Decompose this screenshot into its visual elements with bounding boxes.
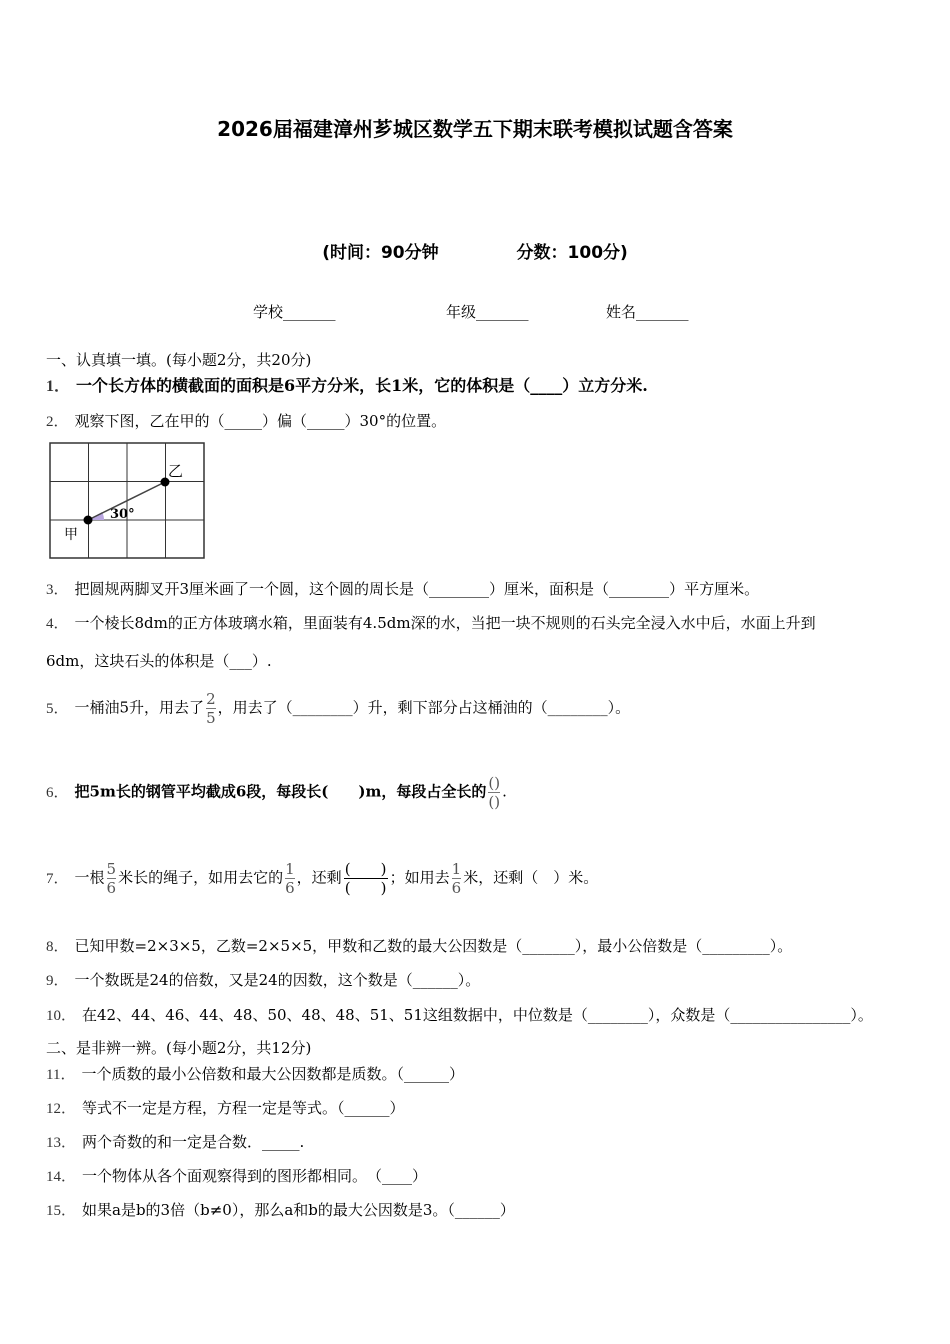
fraction-blank: [344, 860, 388, 897]
question-text: 米，还剩（ ）米。: [463, 868, 599, 887]
point-jia: [84, 516, 93, 525]
question-number: 13．: [46, 1135, 77, 1151]
question-number: 6．: [46, 784, 69, 801]
section-heading: 二、是非辨一辨。(每小题2分，共12分): [46, 1039, 312, 1057]
question-number: 10．: [46, 1008, 77, 1024]
question-number: 5．: [46, 700, 69, 717]
question-4-cont: 6dm，这块石头的体积是（___）.: [46, 652, 272, 670]
question-5: [46, 690, 630, 727]
question-text: ，还剩: [296, 868, 342, 887]
question-text: .: [502, 782, 507, 801]
label-jia: 甲: [64, 527, 78, 543]
question-text: 一个质数的最小公倍数和最大公因数都是质数。（______）: [81, 1065, 464, 1083]
question-text: 一个长方体的横截面的面积是6平方分米，长1米，它的体积是（____）立方分米.: [76, 376, 648, 395]
numerator: 5: [106, 860, 117, 878]
question-text: 在42、44、46、44、48、50、48、48、51、51这组数据中，中位数是（________），众数是（________________）。: [82, 1006, 873, 1024]
question-text: 已知甲数=2×3×5，乙数=2×5×5，甲数和乙数的最大公因数是（_______），最小公倍数是（_________）。: [74, 937, 793, 955]
numerator: (): [488, 774, 501, 792]
numerator: ( ): [344, 860, 387, 878]
fraction: [488, 774, 500, 811]
question-number: 9．: [46, 973, 69, 989]
question-15: [46, 1200, 515, 1221]
angle-label: 30°: [110, 507, 135, 522]
label-yi: 乙: [168, 462, 184, 480]
fraction: [206, 690, 216, 727]
fraction: [107, 860, 117, 897]
question-text: 米长的绳子，如用去它的: [118, 868, 284, 887]
question-text: ，用去了（________）升，剩下部分占这桶油的（________）。: [217, 698, 631, 717]
grade-field: 年级_______: [446, 303, 529, 321]
question-number: 7．: [46, 870, 69, 887]
question-text: 把5m长的钢管平均截成6段，每段长( )m，每段占全长的: [74, 782, 487, 801]
question-text: 一个棱长8dm的正方体玻璃水箱，里面装有4.5dm深的水，当把一块不规则的石头完全浸入水中后，水面上升到: [74, 614, 816, 632]
question-number: 2．: [46, 414, 69, 430]
denominator: 6: [106, 879, 117, 897]
question-4: [46, 613, 816, 634]
question-text: 一根: [74, 868, 105, 887]
page-title: 2026届福建漳州芗城区数学五下期末联考模拟试题含答案: [217, 117, 733, 141]
question-text: 如果a是b的3倍（b≠0），那么a和b的最大公因数是3。（______）: [82, 1201, 515, 1219]
question-2: [46, 411, 446, 432]
question-text: 把圆规两脚叉开3厘米画了一个圆，这个圆的周长是（________）厘米，面积是（________）平方厘米。: [74, 580, 760, 598]
denominator: 5: [206, 709, 216, 727]
question-number: 14．: [46, 1169, 77, 1185]
question-number: 12．: [46, 1101, 77, 1117]
question-text: 等式不一定是方程，方程一定是等式。（______）: [82, 1099, 405, 1117]
question-number: 4．: [46, 616, 69, 632]
denominator: 6: [285, 879, 295, 897]
question-8: [46, 936, 792, 957]
question-number: 15．: [46, 1203, 77, 1219]
question-number: 1．: [46, 378, 71, 395]
question-text: 观察下图，乙在甲的（_____）偏（_____）30°的位置。: [74, 412, 447, 430]
denominator: (): [488, 793, 501, 811]
numerator: 2: [206, 690, 216, 708]
question-12: [46, 1098, 405, 1119]
question-10: [46, 1005, 873, 1026]
numerator: 1: [451, 860, 462, 878]
question-text: 一桶油5升，用去了: [74, 698, 205, 717]
fraction: [452, 860, 462, 897]
question-3: [46, 579, 759, 600]
question-number: 3．: [46, 582, 69, 598]
question-6: [46, 774, 507, 811]
question-text: 一个数既是24的倍数，又是24的因数，这个数是（______）。: [74, 971, 481, 989]
total-score: 分数：100分): [516, 243, 628, 263]
question-1: [46, 376, 648, 397]
exam-meta: [0, 238, 950, 263]
question-text: 两个奇数的和一定是合数．_____.: [82, 1133, 305, 1151]
fraction: [285, 860, 295, 897]
question-number: 11．: [46, 1067, 76, 1083]
question-number: 8．: [46, 939, 69, 955]
school-field: 学校_______: [253, 303, 336, 321]
question-14: [46, 1166, 427, 1187]
question-9: [46, 970, 480, 991]
section-heading: 一、认真填一填。(每小题2分，共20分): [46, 351, 312, 369]
denominator: ( ): [344, 879, 387, 897]
name-field: 姓名_______: [606, 303, 689, 321]
denominator: 6: [451, 879, 462, 897]
question-13: [46, 1132, 304, 1153]
question-text: ；如用去: [389, 868, 450, 887]
numerator: 1: [285, 860, 295, 878]
time-limit: (时间：90分钟: [322, 243, 439, 263]
question-7: [46, 860, 598, 897]
question-11: [46, 1064, 464, 1085]
question-text: 一个物体从各个面观察得到的图形都相同。 （____）: [82, 1167, 428, 1185]
